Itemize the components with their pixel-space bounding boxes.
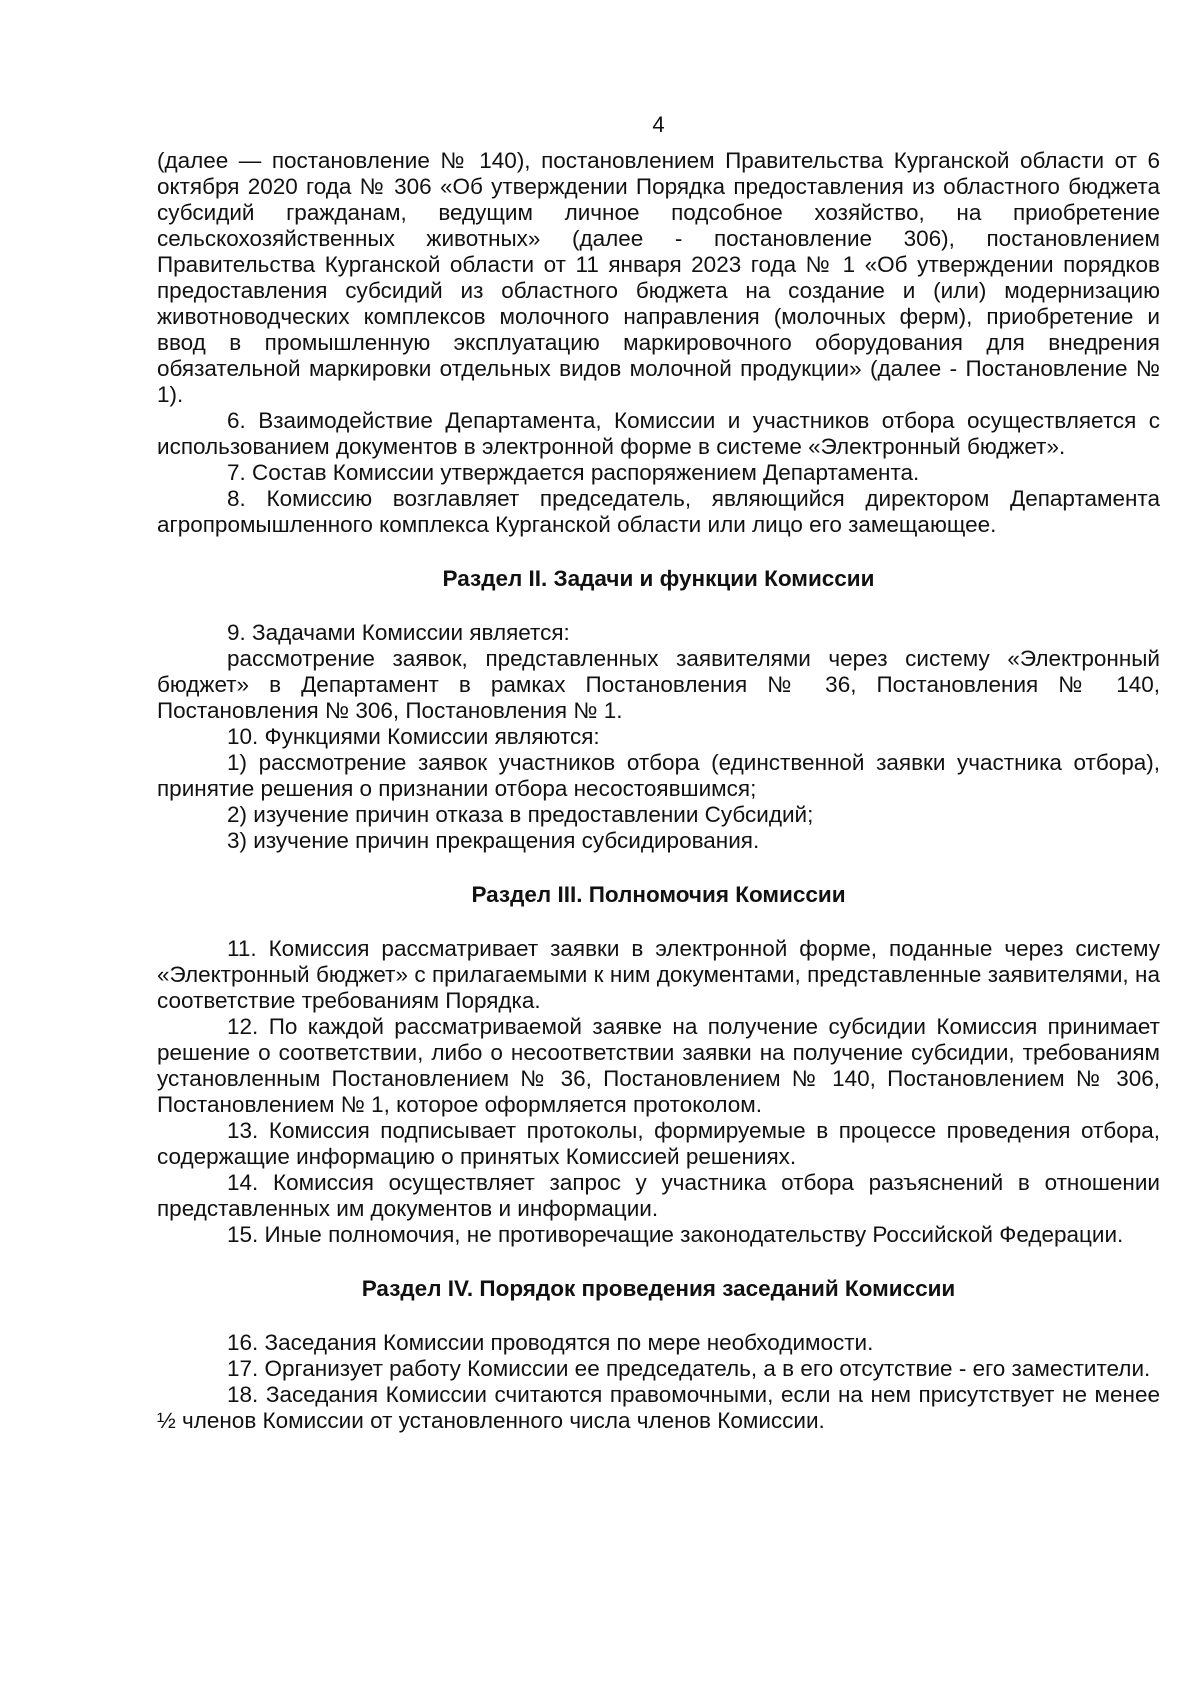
intro-paragraph: (далее — постановление № 140), постановлением Правительства Курганской области от 6 октября 2020 года № 306 «Об утверждении Порядка предоставления из областного бюджета субсидий гражданам, ведущим личное подсобное хозяйство, на приобретение сельскохозяйственных животных» (далее - постановление 306), постановлением Правительства Курганской области от 11 января 2023 года № 1 «Об утверждении порядков предоставления субсидий из областного бюджета на создание и (или) модернизацию животноводческих комплексов молочного направления (молочных ферм), приобретение и ввод в промышленную эксплуатацию маркировочного оборудования для внедрения обязательной маркировки отдельных видов молочной продукции» (далее - Постановление № 1). <box>157 148 1160 407</box>
paragraph-9-text: рассмотрение заявок, представленных заявителями через систему «Электронный бюджет» в Департамент в рамках Постановления № 36, Постановления № 140, Постановления № 306, Постановления № 1. <box>157 646 1160 723</box>
paragraph-9: 9. Задачами Комиссии является: <box>227 620 570 645</box>
spacer <box>157 1248 1160 1276</box>
spacer <box>157 908 1160 936</box>
function-item-3: 3) изучение причин прекращения субсидирования. <box>227 828 760 853</box>
paragraph-16: 16. Заседания Комиссии проводятся по мере необходимости. <box>227 1330 874 1355</box>
paragraph-7: 7. Состав Комиссии утверждается распоряжением Департамента. <box>227 460 920 485</box>
spacer <box>157 854 1160 882</box>
page-number: 4 <box>652 112 665 137</box>
paragraph-18: 18. Заседания Комиссии считаются правомочными, если на нем присутствует не менее ½ членов Комиссии от установленного числа членов Комиссии. <box>157 1382 1160 1433</box>
paragraph-6: 6. Взаимодействие Департамента, Комиссии и участников отбора осуществляется с использованием документов в электронной форме в системе «Электронный бюджет». <box>157 408 1160 459</box>
paragraph-17: 17. Организует работу Комиссии ее председатель, а в его отсутствие - его заместители. <box>227 1356 1151 1381</box>
section-4-heading: Раздел IV. Порядок проведения заседаний Комиссии <box>361 1276 956 1301</box>
spacer <box>157 1302 1160 1330</box>
spacer <box>157 592 1160 620</box>
paragraph-11: 11. Комиссия рассматривает заявки в электронной форме, поданные через систему «Электронный бюджет» с прилагаемыми к ним документами, представленные заявителями, на соответствие требованиям Порядка. <box>157 936 1160 1013</box>
section-3-heading: Раздел III. Полномочия Комиссии <box>471 882 846 907</box>
paragraph-15: 15. Иные полномочия, не противоречащие законодательству Российской Федерации. <box>227 1222 1124 1247</box>
function-item-1: 1) рассмотрение заявок участников отбора (единственной заявки участника отбора), принятие решения о признании отбора несостоявшимся; <box>157 750 1160 801</box>
function-item-2: 2) изучение причин отказа в предоставлении Субсидий; <box>227 802 814 827</box>
paragraph-13: 13. Комиссия подписывает протоколы, формируемые в процессе проведения отбора, содержащие информацию о принятых Комиссией решениях. <box>157 1118 1160 1169</box>
paragraph-14: 14. Комиссия осуществляет запрос у участника отбора разъяснений в отношении представленных им документов и информации. <box>157 1170 1160 1221</box>
paragraph-8: 8. Комиссию возглавляет председатель, являющийся директором Департамента агропромышленного комплекса Курганской области или лицо его замещающее. <box>157 486 1160 537</box>
spacer <box>157 538 1160 566</box>
document-page <box>157 112 1160 1434</box>
section-2-heading: Раздел II. Задачи и функции Комиссии <box>442 566 875 591</box>
paragraph-12: 12. По каждой рассматриваемой заявке на получение субсидии Комиссия принимает решение о соответствии, либо о несоответствии заявки на получение субсидии, требованиям установленным Постановлением № 36, Постановлением № 140, Постановлением № 306, Постановлением № 1, которое оформляется протоколом. <box>157 1014 1160 1117</box>
paragraph-10: 10. Функциями Комиссии являются: <box>227 724 600 749</box>
